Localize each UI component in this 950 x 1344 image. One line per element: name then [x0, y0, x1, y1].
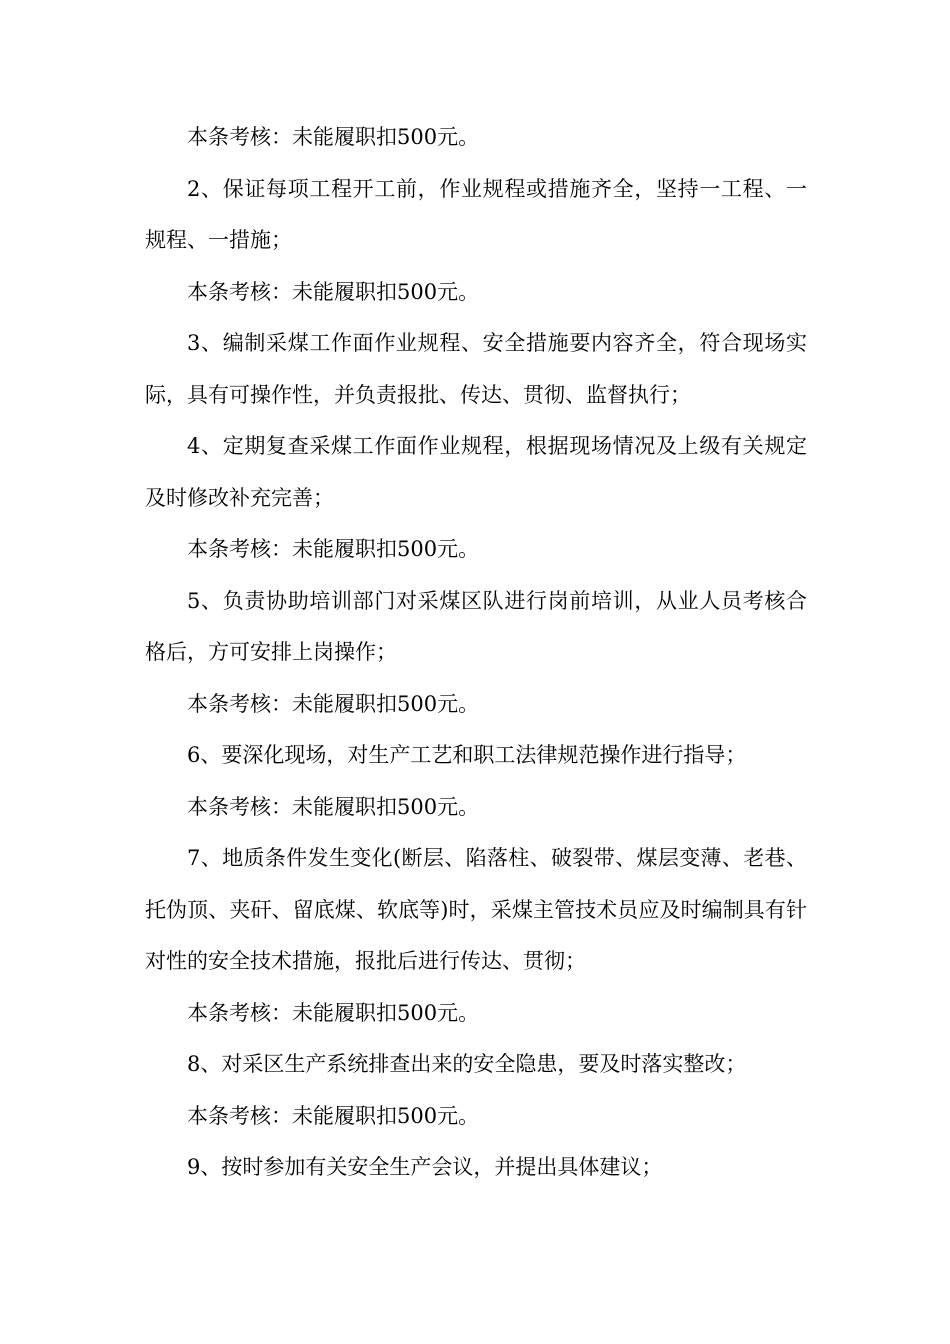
paragraph-item-5: 5、负责协助培训部门对采煤区队进行岗前培训，从业人员考核合格后，方可安排上岗操作； — [145, 588, 807, 664]
document-body — [145, 112, 807, 1194]
paragraph-item-8: 8、对采区生产系统排查出来的安全隐患，要及时落实整改； — [187, 1052, 747, 1076]
paragraph-assessment: 本条考核：未能履职扣500元。 — [187, 537, 480, 561]
paragraph-item-2: 2、保证每项工程开工前，作业规程或措施齐全，坚持一工程、一规程、一措施； — [145, 176, 807, 252]
paragraph-item-4: 4、定期复查采煤工作面作业规程，根据现场情况及上级有关规定及时修改补充完善； — [145, 434, 807, 510]
paragraph-item-3: 3、编制采煤工作面作业规程、安全措施要内容齐全，符合现场实际，具有可操作性，并负责报批、传达、贯彻、监督执行； — [145, 331, 807, 407]
paragraph-item-9: 9、按时参加有关安全生产会议，并提出具体建议； — [187, 1155, 663, 1179]
paragraph-assessment: 本条考核：未能履职扣500元。 — [187, 279, 480, 304]
paragraph-assessment: 本条考核：未能履职扣500元。 — [187, 794, 480, 819]
paragraph-assessment: 本条考核：未能履职扣500元。 — [187, 691, 480, 716]
paragraph-item-7: 7、地质条件发生变化(断层、陷落柱、破裂带、煤层变薄、老巷、托伪顶、夹矸、留底煤、软底等)时，采煤主管技术员应及时编制具有针对性的安全技术措施，报批后进行传达、贯彻； — [145, 846, 807, 973]
paragraph-assessment: 本条考核：未能履职扣500元。 — [187, 125, 480, 149]
paragraph-assessment: 本条考核：未能履职扣500元。 — [187, 1103, 480, 1128]
paragraph-item-6: 6、要深化现场，对生产工艺和职工法律规范操作进行指导； — [187, 743, 747, 767]
paragraph-assessment: 本条考核：未能履职扣500元。 — [187, 1000, 480, 1025]
